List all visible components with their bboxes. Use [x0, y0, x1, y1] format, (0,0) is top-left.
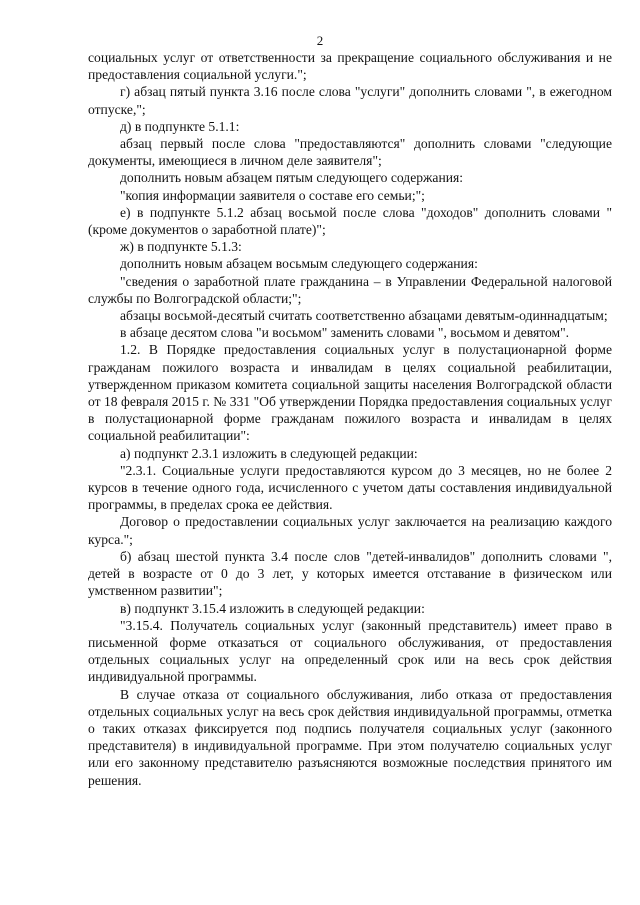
- page-number: 2: [316, 33, 324, 48]
- paragraph-20: В случае отказа от социального обслуживания, либо отказа от предоставления отдельных социальных услуг на весь срок действия индивидуальной программы, отметка о таких отказах фиксируется под подпись получателя социальных услуг (законного представителя) в индивидуальной программе. При этом получателю социальных услуг или его законному представителю разъясняются возможные последствия принятого им решения.: [88, 686, 612, 788]
- paragraph-16: Договор о предоставлении социальных услуг заключается на реализацию каждого курса.";: [88, 514, 612, 547]
- paragraph-13: 1.2. В Порядке предоставления социальных услуг в полустационарной форме гражданам пожилого возраста и инвалидам в целях социальной реабилитации, утвержденном приказом комитета социальной защиты населения Волгоградской области от 18 февраля 2015 г. № 331 "Об утверждении Порядка предоставления социальных услуг в полустационарной форме гражданам пожилого возраста и инвалидам в целях социальной реабилитации":: [88, 342, 612, 444]
- paragraph-3: д) в подпункте 5.1.1:: [120, 118, 240, 134]
- paragraph-18: в) подпункт 3.15.4 изложить в следующей редакции:: [120, 600, 425, 616]
- paragraph-11: абзацы восьмой-десятый считать соответственно абзацами девятым-одиннадцатым;: [120, 308, 608, 324]
- paragraph-2: г) абзац пятый пункта 3.16 после слова "услуги" дополнить словами ", в ежегодном отпуске,";: [88, 84, 612, 117]
- paragraph-7: е) в подпункте 5.1.2 абзац восьмой после слова "доходов" дополнить словами "(кроме документов о заработной плате)";: [88, 204, 612, 238]
- paragraph-4: абзац первый после слова "предоставляются" дополнить словами "следующие документы, имеющиеся в личном деле заявителя";: [88, 136, 612, 169]
- paragraph-19: "3.15.4. Получатель социальных услуг (законный представитель) имеет право в письменной форме отказаться от социального обслуживания, от предоставления отдельных социальных услуг на определенный срок или на весь срок действия индивидуальной программы.: [88, 617, 612, 685]
- paragraph-15: "2.3.1. Социальные услуги предоставляются курсом до 3 месяцев, но не более 2 курсов в течение одного года, исчисленного с учетом даты составления индивидуальной программы, в пределах срока ее действия.: [88, 462, 612, 513]
- paragraph-8: ж) в подпункте 5.1.3:: [120, 239, 242, 255]
- paragraph-1: социальных услуг от ответственности за прекращение социального обслуживания и не предоставления социальной услуги.";: [88, 50, 612, 83]
- paragraph-14: а) подпункт 2.3.1 изложить в следующей редакции:: [120, 445, 418, 461]
- paragraph-5: дополнить новым абзацем пятым следующего содержания:: [120, 170, 464, 186]
- document-body: [88, 49, 612, 789]
- paragraph-6: "копия информации заявителя о составе его семьи;";: [120, 187, 425, 203]
- paragraph-17: б) абзац шестой пункта 3.4 после слов "детей-инвалидов" дополнить словами ", детей в возрасте от 0 до 3 лет, у которых имеется отставание в физическом или умственном развитии";: [88, 548, 612, 599]
- paragraph-10: "сведения о заработной плате гражданина – в Управлении Федеральной налоговой службы по Волгоградской области;";: [88, 273, 612, 306]
- paragraph-9: дополнить новым абзацем восьмым следующего содержания:: [120, 256, 478, 272]
- paragraph-12: в абзаце десятом слова "и восьмом" заменить словами ", восьмом и девятом".: [120, 325, 570, 341]
